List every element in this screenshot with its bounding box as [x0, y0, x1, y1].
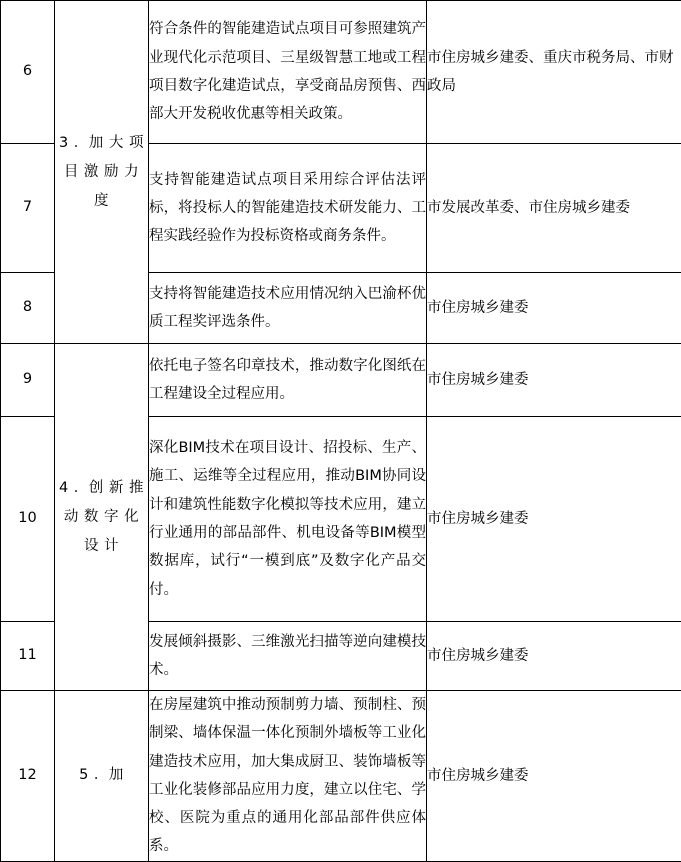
table-row	[1, 344, 681, 417]
category-cell-4	[55, 344, 149, 691]
task-cell: 深化BIM技术在项目设计、招投标、生产、施工、运维等全过程应用，推动BIM协同设计和建筑性能数字化模拟等技术应用，建立行业通用的部品部件、机电设备等BIM模型数据库，试行“一模到底”及数字化产品交付。	[149, 417, 427, 622]
row-number: 7	[1, 144, 55, 273]
category-cell-3	[55, 1, 149, 344]
owner-cell: 市发展改革委、市住房城乡建委	[427, 144, 681, 273]
category-label: 5 ．加	[55, 761, 148, 790]
task-cell: 支持将智能建造技术应用情况纳入巴渝杯优质工程奖评选条件。	[149, 273, 427, 344]
owner-cell: 市住房城乡建委、重庆市税务局、市财政局	[427, 1, 681, 144]
owner-cell: 市住房城乡建委	[427, 417, 681, 622]
row-number: 12	[1, 691, 55, 862]
table-row	[1, 1, 681, 144]
category-cell-5	[55, 691, 149, 862]
task-cell: 符合条件的智能建造试点项目可参照建筑产业现代化示范项目、三星级智慧工地或工程项目数字化建造试点，享受商品房预售、西部大开发税收优惠等相关政策。	[149, 1, 427, 144]
owner-cell: 市住房城乡建委	[427, 344, 681, 417]
category-label: 4 ．创 新 推 动 数 字 化 设 计	[55, 474, 148, 561]
task-cell: 依托电子签名印章技术，推动数字化图纸在工程建设全过程应用。	[149, 344, 427, 417]
task-cell: 发展倾斜摄影、三维激光扫描等逆向建模技术。	[149, 622, 427, 691]
row-number: 6	[1, 1, 55, 144]
category-label: 3 ．加 大 项 目 激 励 力 度	[55, 129, 148, 216]
row-number: 8	[1, 273, 55, 344]
row-number: 10	[1, 417, 55, 622]
row-number: 11	[1, 622, 55, 691]
owner-cell: 市住房城乡建委	[427, 273, 681, 344]
owner-cell: 市住房城乡建委	[427, 622, 681, 691]
owner-cell: 市住房城乡建委	[427, 691, 681, 862]
table-row	[1, 691, 681, 862]
task-cell: 支持智能建造试点项目采用综合评估法评标，将投标人的智能建造技术研发能力、工程实践经验作为投标资格或商务条件。	[149, 144, 427, 273]
task-cell: 在房屋建筑中推动预制剪力墙、预制柱、预制梁、墙体保温一体化预制外墙板等工业化建造技术应用，加大集成厨卫、装饰墙板等工业化装修部品应用力度，建立以住宅、学校、医院为重点的通用化部品部件供应体系。	[149, 691, 427, 862]
row-number: 9	[1, 344, 55, 417]
